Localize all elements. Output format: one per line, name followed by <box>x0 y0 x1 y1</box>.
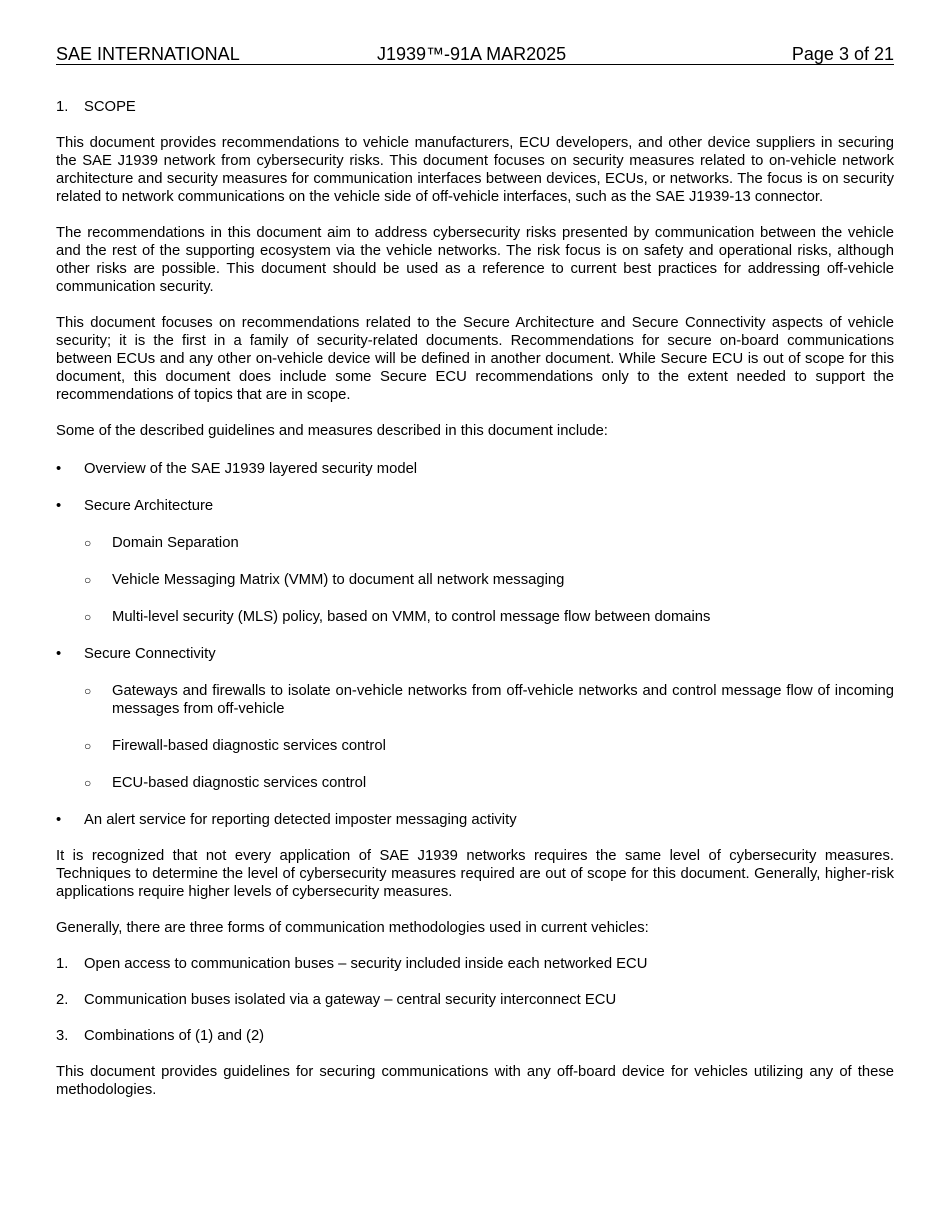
list-item <box>56 460 894 478</box>
sub-list-item-text: Firewall-based diagnostic services control <box>112 738 386 754</box>
page-header <box>56 44 894 65</box>
numbered-item <box>56 955 894 973</box>
item-number: 1. <box>56 956 69 972</box>
section-title: SCOPE <box>84 99 136 115</box>
sub-bullet-marker: ○ <box>84 739 92 753</box>
measures-list <box>56 460 894 829</box>
list-item <box>56 645 894 663</box>
item-text: Combinations of (1) and (2) <box>84 1028 265 1044</box>
bullet-marker: • <box>56 461 62 477</box>
bullet-marker: • <box>56 812 62 828</box>
bullet-marker: • <box>56 646 62 662</box>
bullet-marker: • <box>56 498 62 514</box>
sub-list-item-text: ECU-based diagnostic services control <box>112 775 367 791</box>
numbered-item <box>56 1027 894 1045</box>
sub-bullet-marker: ○ <box>84 684 92 698</box>
item-number: 2. <box>56 992 69 1008</box>
list-item <box>56 811 894 829</box>
page-content <box>56 98 894 1117</box>
header-page-number: Page 3 of 21 <box>791 44 894 64</box>
paragraph: This document provides recommendations to vehicle manufacturers, ECU developers, and other device suppliers in securing the SAE J1939 network from cybersecurity risks. This document focuses on security measures related to on-vehicle network architecture and security measures for communication interfaces between devices, ECUs, or networks. The focus is on security related to network communications on the vehicle side of off-vehicle interfaces, such as the SAE J1939-13 connector. <box>56 135 894 205</box>
item-number: 3. <box>56 1028 69 1044</box>
sub-bullet-marker: ○ <box>84 536 92 550</box>
sub-list-item-text: Multi-level security (MLS) policy, based on VMM, to control message flow between domains <box>112 609 711 625</box>
numbered-item <box>56 991 894 1009</box>
sub-list-item-text: Gateways and firewalls to isolate on-vehicle networks from off-vehicle networks and control message flow of incoming messages from off-vehicle <box>112 683 894 717</box>
sub-list-item-text: Vehicle Messaging Matrix (VMM) to document all network messaging <box>112 572 565 588</box>
sub-list-item <box>56 571 894 589</box>
paragraph: This document focuses on recommendations related to the Secure Architecture and Secure Connectivity aspects of vehicle security; it is the first in a family of security-related documents. Recommendations for secure on-board communications between ECUs and any other on-vehicle device will be defined in another document. While Secure ECU is out of scope for this document, this document does include some Secure ECU recommendations only to the extent needed to support the recommendations of topics that are in scope. <box>56 315 894 403</box>
sub-list-item <box>56 608 894 626</box>
paragraph: The recommendations in this document aim to address cybersecurity risks presented by communication between the vehicle and the rest of the supporting ecosystem via the vehicle networks. The risk focus is on safety and operational risks, although other risks are possible. This document should be used as a reference to current best practices for addressing off-vehicle communication security. <box>56 225 894 295</box>
sub-list-item <box>56 774 894 792</box>
sub-list-item <box>56 682 894 718</box>
paragraph: It is recognized that not every application of SAE J1939 networks requires the same level of cybersecurity measures. Techniques to determine the level of cybersecurity measures required are out of scope for this document. Generally, higher-risk applications require higher levels of cybersecurity measures. <box>56 848 894 900</box>
header-organization: SAE INTERNATIONAL <box>56 44 240 64</box>
sub-list-item-text: Domain Separation <box>112 535 239 551</box>
sub-bullet-marker: ○ <box>84 610 92 624</box>
closing-paragraph: This document provides guidelines for securing communications with any off-board device for vehicles utilizing any of these methodologies. <box>56 1064 894 1098</box>
sub-bullet-marker: ○ <box>84 776 92 790</box>
sub-bullet-marker: ○ <box>84 573 92 587</box>
item-text: Communication buses isolated via a gateway – central security interconnect ECU <box>84 992 617 1008</box>
section-number: 1. <box>56 99 69 115</box>
sub-list-item <box>56 737 894 755</box>
paragraph: Generally, there are three forms of communication methodologies used in current vehicles: <box>56 920 649 936</box>
list-item-text: An alert service for reporting detected imposter messaging activity <box>84 812 517 828</box>
methodologies-list <box>56 955 894 1045</box>
paragraph: Some of the described guidelines and measures described in this document include: <box>56 423 608 439</box>
list-item-text: Secure Architecture <box>84 498 214 514</box>
header-document-id: J1939™-91A MAR2025 <box>377 44 567 64</box>
sub-list-item <box>56 534 894 552</box>
list-item <box>56 497 894 515</box>
section-heading <box>56 98 894 116</box>
item-text: Open access to communication buses – security included inside each networked ECU <box>84 956 648 972</box>
list-item-text: Overview of the SAE J1939 layered security model <box>84 461 418 477</box>
list-item-text: Secure Connectivity <box>84 646 216 662</box>
